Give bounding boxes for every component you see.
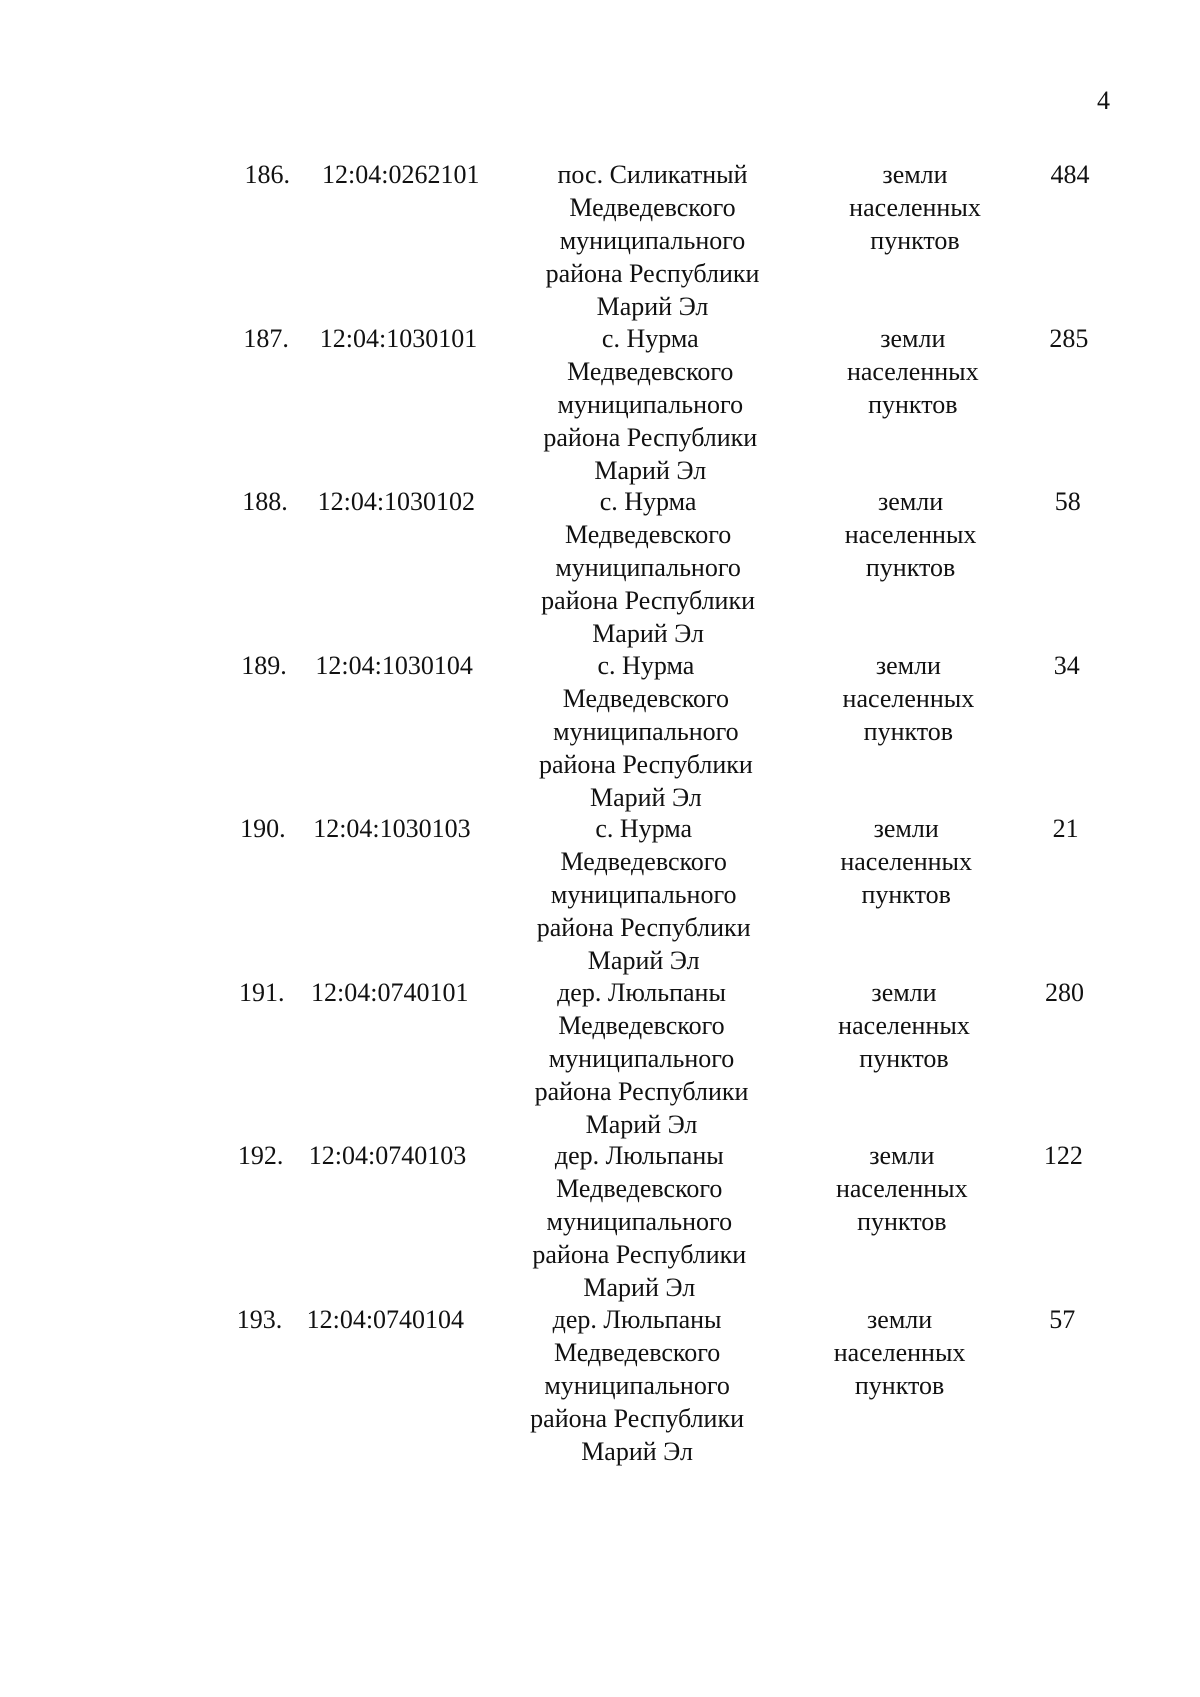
row-number: 191. <box>239 977 285 1007</box>
settlement-name <box>511 812 776 977</box>
settlement-name-line: муниципального <box>557 389 744 419</box>
area-value: 57 <box>1049 1304 1076 1334</box>
land-category-line: населенных <box>833 1337 966 1367</box>
area-value: 122 <box>1043 1141 1083 1170</box>
settlement-name-line: Марий Эл <box>594 455 707 485</box>
cadastral-number: 12:04:0262101 <box>322 160 480 189</box>
settlement-name-line: района Республики <box>534 1076 749 1106</box>
settlement-name-line: дер. Люльпаны <box>552 1304 722 1334</box>
settlement-name-line: Медведевского <box>556 1174 723 1203</box>
settlement-name <box>513 649 778 814</box>
row-number: 192. <box>237 1141 284 1170</box>
land-category <box>807 1139 997 1238</box>
row-number: 188. <box>242 487 288 516</box>
row-number: 190. <box>240 814 286 843</box>
settlement-name-line: муниципального <box>550 880 737 909</box>
settlement-name-line: Медведевского <box>562 683 730 713</box>
row-number: 186. <box>244 160 290 189</box>
settlement-name-line: муниципального <box>553 716 739 746</box>
land-category-line: земли <box>867 1304 933 1334</box>
land-category-line: пунктов <box>859 1043 949 1073</box>
land-category-line: земли <box>878 487 944 516</box>
settlement-name-line: муниципального <box>559 226 746 255</box>
settlement-name-line: Марий Эл <box>589 782 702 812</box>
land-category-line: пунктов <box>857 1207 947 1236</box>
land-category-line: земли <box>869 1141 935 1170</box>
settlement-name-line: с. Нурма <box>599 487 697 516</box>
settlement-name-line: Марий Эл <box>585 1109 698 1139</box>
settlement-name-line: района Республики <box>530 1403 745 1433</box>
settlement-name-line: с. Нурма <box>595 814 693 843</box>
cadastral-number: 12:04:0740101 <box>311 977 469 1007</box>
settlement-name-line: Марий Эл <box>581 1436 693 1466</box>
cadastral-number: 12:04:1030104 <box>315 650 473 680</box>
cadastral-number: 12:04:0740104 <box>306 1304 465 1334</box>
land-category <box>809 976 999 1075</box>
cadastral-number: 12:04:0740103 <box>308 1141 467 1170</box>
land-category <box>811 812 1001 911</box>
settlement-name-line: с. Нурма <box>597 650 695 680</box>
area-value: 58 <box>1054 487 1081 516</box>
land-category-line: земли <box>880 323 946 353</box>
land-category-line: пунктов <box>854 1370 945 1400</box>
settlement-name-line: района Республики <box>545 259 760 288</box>
settlement-name-line: Медведевского <box>553 1337 721 1367</box>
land-category <box>813 649 1003 748</box>
settlement-name-line: муниципального <box>546 1207 733 1236</box>
land-category-line: земли <box>873 814 939 843</box>
row-number: 187. <box>243 323 289 353</box>
settlement-name-line: муниципального <box>555 553 741 582</box>
settlement-name <box>509 976 774 1141</box>
land-category-line: пунктов <box>863 716 954 746</box>
land-category-line: земли <box>871 977 937 1007</box>
settlement-name-line: Медведевского <box>564 520 732 549</box>
land-category-line: населенных <box>838 1010 970 1040</box>
settlement-name-line: Марий Эл <box>583 1273 696 1302</box>
settlement-name <box>518 322 783 487</box>
land-category-line: земли <box>875 650 941 680</box>
land-category <box>805 1303 995 1402</box>
settlement-name <box>520 158 785 323</box>
settlement-name-line: пос. Силикатный <box>557 160 748 189</box>
land-category-line: населенных <box>835 1174 968 1203</box>
cadastral-number: 12:04:1030101 <box>319 323 478 353</box>
row-number: 193. <box>236 1304 283 1334</box>
land-category <box>816 485 1006 584</box>
row-number: 189. <box>241 650 287 680</box>
land-category-line: земли <box>882 160 948 189</box>
land-category <box>820 158 1010 257</box>
land-category-line: пунктов <box>865 553 956 582</box>
cadastral-number: 12:04:1030103 <box>313 814 471 843</box>
area-value: 484 <box>1050 160 1090 189</box>
settlement-name-line: района Республики <box>536 913 751 942</box>
settlement-name-line: Медведевского <box>558 1010 725 1040</box>
settlement-name-line: дер. Люльпаны <box>557 977 726 1007</box>
settlement-name-line: Марий Эл <box>587 946 700 975</box>
settlement-name-line: Медведевского <box>560 847 727 876</box>
land-category-line: пунктов <box>861 880 951 909</box>
land-category-line: населенных <box>840 847 973 876</box>
land-category-line: населенных <box>842 683 975 713</box>
area-value: 280 <box>1045 977 1084 1007</box>
settlement-name-line: дер. Люльпаны <box>554 1141 724 1170</box>
settlement-name <box>516 485 781 650</box>
area-value: 285 <box>1049 323 1089 353</box>
page-number: 4 <box>1097 86 1110 115</box>
settlement-name-line: Марий Эл <box>592 619 704 648</box>
settlement-name-line: муниципального <box>548 1043 735 1073</box>
settlement-name-line: Марий Эл <box>596 292 709 321</box>
land-category-line: населенных <box>849 193 981 222</box>
settlement-name <box>505 1303 770 1468</box>
settlement-name-line: Медведевского <box>567 356 734 386</box>
settlement-name-line: Медведевского <box>569 193 736 222</box>
settlement-name-line: муниципального <box>544 1370 730 1400</box>
land-category-line: населенных <box>846 356 979 386</box>
settlement-name-line: района Республики <box>532 1240 747 1269</box>
land-category-line: пунктов <box>868 389 958 419</box>
settlement-name-line: района Республики <box>538 749 753 779</box>
settlement-name-line: района Республики <box>543 422 758 452</box>
settlement-name <box>507 1139 772 1304</box>
cadastral-number: 12:04:1030102 <box>317 487 476 516</box>
land-category-line: пунктов <box>870 226 960 255</box>
settlement-name-line: с. Нурма <box>601 323 699 353</box>
land-category-line: населенных <box>844 520 977 549</box>
land-category <box>818 322 1008 421</box>
area-value: 21 <box>1052 814 1079 843</box>
area-value: 34 <box>1053 650 1080 680</box>
settlement-name-line: района Республики <box>541 586 756 615</box>
